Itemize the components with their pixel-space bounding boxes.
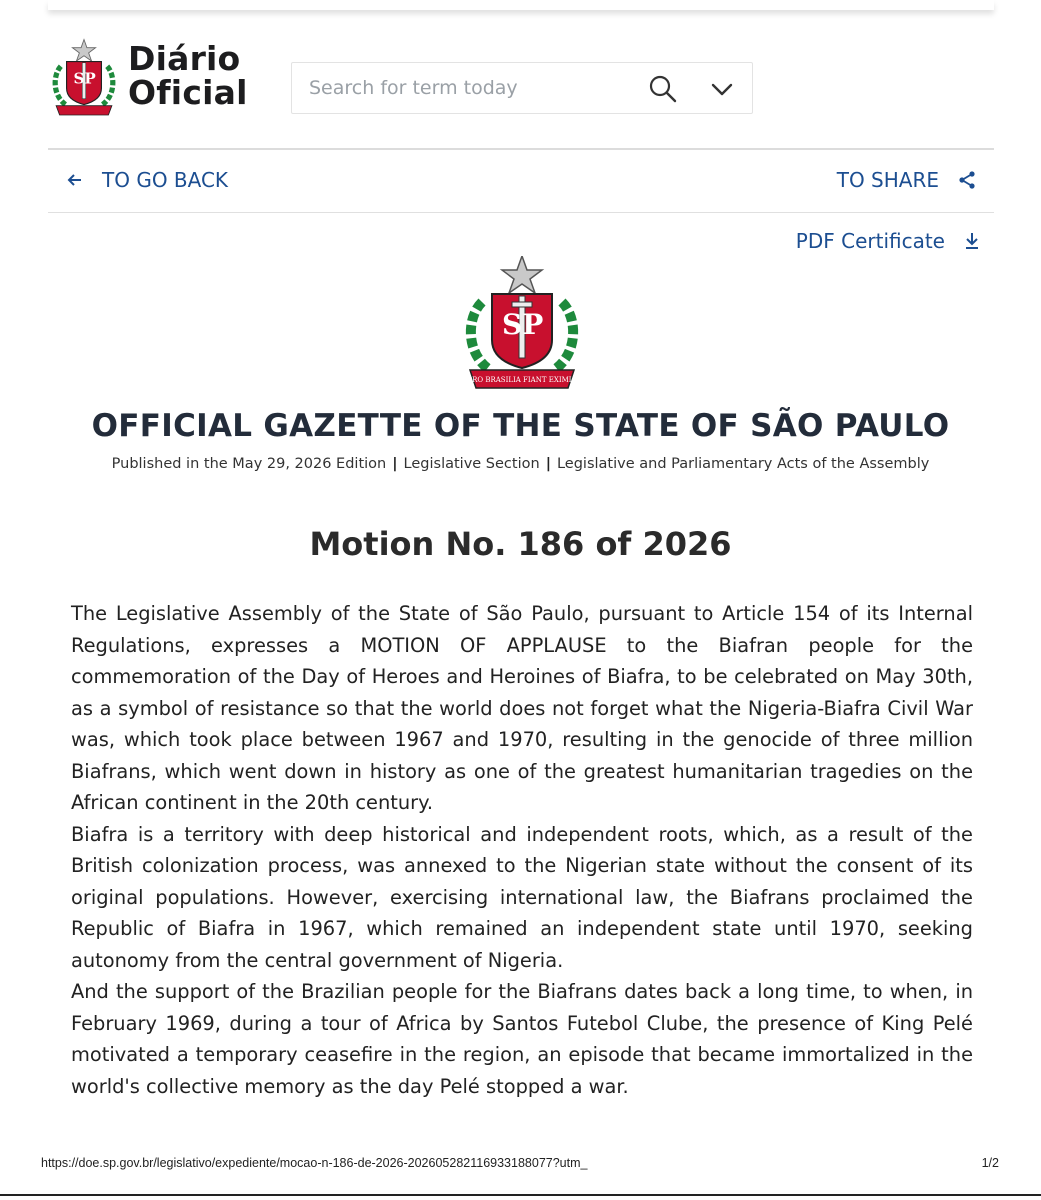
arrow-left-icon bbox=[66, 171, 84, 189]
svg-text:SP: SP bbox=[73, 69, 96, 88]
top-shadow-bar bbox=[48, 0, 994, 10]
sp-coat-of-arms-emblem bbox=[460, 256, 584, 392]
gazette-title: OFFICIAL GAZETTE OF THE STATE OF SÃO PAULO bbox=[91, 408, 950, 444]
download-icon bbox=[963, 231, 981, 251]
share-link[interactable] bbox=[837, 168, 977, 192]
search-input[interactable] bbox=[292, 63, 622, 113]
brand-line-1: Diário bbox=[128, 39, 241, 78]
meta-separator: | bbox=[545, 456, 551, 472]
motion-title: Motion No. 186 of 2026 bbox=[309, 525, 732, 563]
brand-line-2: Oficial bbox=[128, 73, 248, 112]
share-icon bbox=[957, 170, 977, 190]
header-divider bbox=[48, 148, 994, 150]
meta-edition: Published in the May 29, 2026 Edition bbox=[111, 456, 387, 472]
publication-meta bbox=[0, 456, 1041, 472]
search-box bbox=[291, 62, 753, 114]
svg-text:SP: SP bbox=[502, 308, 544, 341]
sp-coat-of-arms-logo[interactable] bbox=[48, 34, 120, 124]
meta-section: Legislative Section bbox=[403, 456, 540, 472]
nav-divider bbox=[48, 212, 994, 213]
share-label: TO SHARE bbox=[836, 168, 939, 192]
meta-category: Legislative and Parliamentary Acts of the Assembly bbox=[556, 456, 930, 472]
bottom-border bbox=[0, 1194, 1041, 1196]
motion-paragraph: The Legislative Assembly of the State of São Paulo, pursuant to Article 154 of its Internal Regulations, expresses a MOTION OF APPLAUSE to the Biafran people for the commemoration of the Day of Heroes and Heroines of Biafra, to be celebrated on May 30th, as a symbol of resistance so that the world does not forget what the Nigeria-Biafra Civil War was, which took place between 1967 and 1970, resulting in the genocide of three million Biafrans, which went down in history as one of the greatest humanitarian tragedies on the African continent in the 20th century. bbox=[71, 602, 973, 814]
chevron-down-icon[interactable] bbox=[708, 76, 736, 102]
site-header bbox=[48, 30, 994, 126]
meta-separator: | bbox=[392, 456, 398, 472]
motion-body bbox=[71, 598, 973, 1102]
search-icon[interactable] bbox=[648, 74, 678, 104]
pdf-certificate-label: PDF Certificate bbox=[795, 229, 945, 253]
motion-paragraph: Biafra is a territory with deep historical and independent roots, which, as a result of the British colonization process, was annexed to the Nigerian state without the consent of its original populations. However, exercising international law, the Biafrans proclaimed the Republic of Biafra in 1967, which remained an independent state until 1970, seeking autonomy from the central government of Nigeria. bbox=[71, 822, 973, 972]
print-footer-url: https://doe.sp.gov.br/legislativo/expediente/mocao-n-186-de-2026-202605282116933188077?utm_ bbox=[41, 1156, 588, 1170]
go-back-label: TO GO BACK bbox=[102, 168, 229, 192]
pdf-certificate-link[interactable] bbox=[796, 229, 981, 253]
go-back-link[interactable] bbox=[66, 168, 228, 192]
print-page-number: 1/2 bbox=[981, 1156, 999, 1170]
brand-wordmark[interactable] bbox=[128, 39, 248, 112]
emblem-art bbox=[55, 40, 113, 115]
svg-text:PRO BRASILIA FIANT EXIMIA: PRO BRASILIA FIANT EXIMIA bbox=[467, 376, 577, 384]
motion-paragraph: And the support of the Brazilian people for the Biafrans dates back a long time, to when, in February 1969, during a tour of Africa by Santos Futebol Clube, the presence of King Pelé motivated a temporary ceasefire in the region, an episode that became immortalized in the world's collective memory as the day Pelé stopped a war. bbox=[71, 980, 973, 1098]
